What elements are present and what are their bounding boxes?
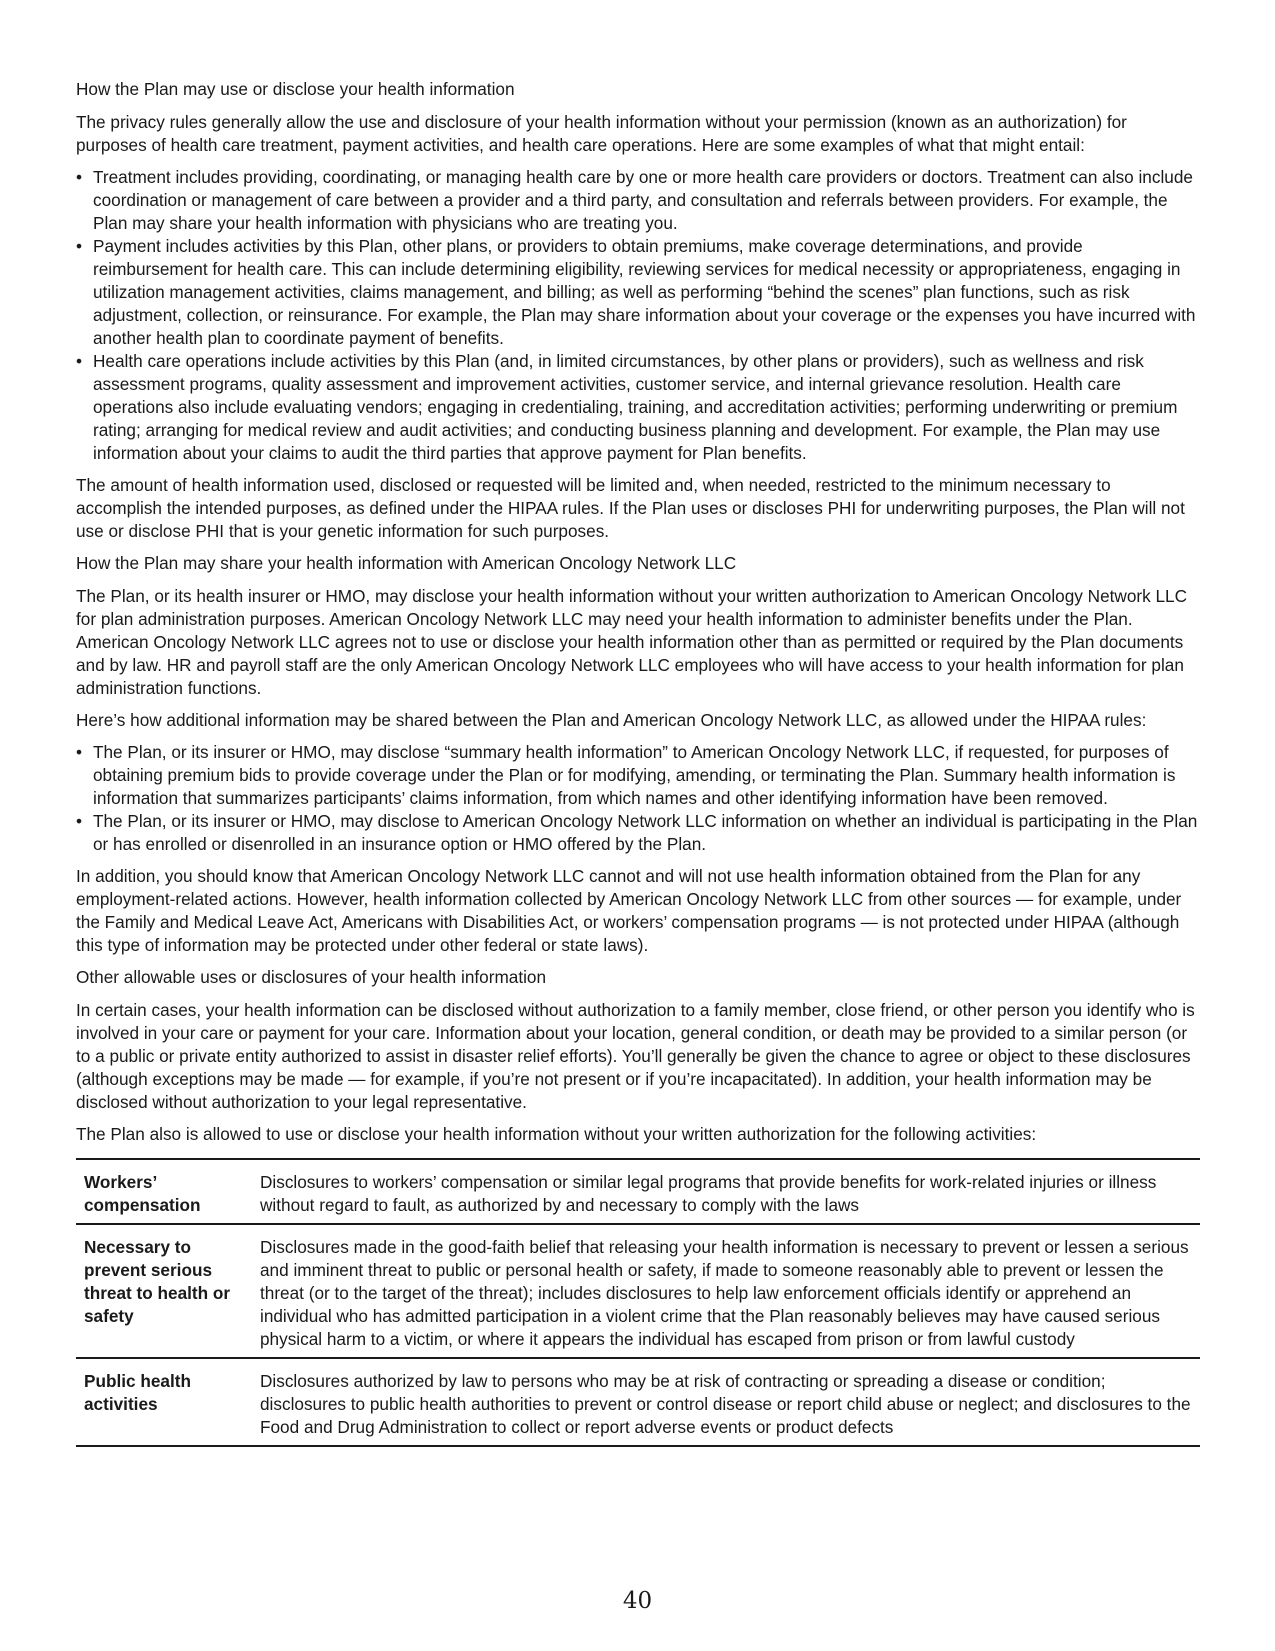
- table-row: [76, 1159, 1200, 1224]
- intro-paragraph: The privacy rules generally allow the use and disclosure of your health information without your permission (known as an authorization) for purposes of health care treatment, payment activities, and health care operations. Here are some examples of what that might entail:: [76, 112, 1127, 155]
- section-heading-other-uses: Other allowable uses or disclosures of your health information: [76, 967, 547, 987]
- table-row: [76, 1224, 1200, 1358]
- activity-term: Public health activities: [76, 1358, 260, 1446]
- use-disclose-bullet-list: [76, 166, 1200, 465]
- table-row: [76, 1358, 1200, 1446]
- bullet-payment: • Payment includes activities by this Plan, other plans, or providers to obtain premiums, make coverage determinations, and provide reimbursement for health care. This can include determining eligibility, reviewing services for medical necessity or appropriateness, engaging in utilization management activities, claims management, and billing; as well as performing “behind the scenes” plan functions, such as risk adjustment, collection, or reinsurance. For example, the Plan may share information about your coverage or the expenses you have incurred with another health plan to coordinate payment of benefits.: [76, 235, 1200, 350]
- share-employer-paragraph-1: The Plan, or its health insurer or HMO, may disclose your health information without your written authorization to American Oncology Network LLC for plan administration purposes. American Oncology Network LLC may need your health information to administer benefits under the Plan. American Oncology Network LLC agrees not to use or disclose your health information other than as permitted or required by the Plan documents and by law. HR and payroll staff are the only American Oncology Network LLC employees who will have access to your health information for plan administration functions.: [76, 586, 1188, 698]
- allowed-activities-table: [76, 1158, 1200, 1447]
- activity-term: Necessary to prevent serious threat to health or safety: [76, 1224, 260, 1358]
- other-uses-paragraph-2: The Plan also is allowed to use or disclose your health information without your written authorization for the following activities:: [76, 1124, 1037, 1144]
- share-employer-paragraph-2: Here’s how additional information may be shared between the Plan and American Oncology Network LLC, as allowed under the HIPAA rules:: [76, 710, 1147, 730]
- activity-description: Disclosures made in the good-faith belief that releasing your health information is necessary to prevent or lessen a serious and imminent threat to public or personal health or safety, if made to someone reasonably able to prevent or lessen the threat (or to the target of the threat); includes disclosures to help law enforcement officials identify or apprehend an individual who has admitted participation in a violent crime that the Plan reasonably believes may have caused serious physical harm to a victim, or where it appears the individual has escaped from prison or from lawful custody: [260, 1224, 1200, 1358]
- bullet-health-care-operations: • Health care operations include activities by this Plan (and, in limited circumstances, by other plans or providers), such as wellness and risk assessment programs, quality assessment and improvement activities, customer service, and internal grievance resolution. Health care operations also include evaluating vendors; engaging in credentialing, training, and accreditation activities; performing underwriting or premium rating; arranging for medical review and audit activities; and conducting business planning and development. For example, the Plan may use information about your claims to audit the third parties that approve payment for Plan benefits.: [76, 350, 1200, 465]
- section-heading-share-employer: How the Plan may share your health information with American Oncology Network LLC: [76, 553, 737, 573]
- document-page: [76, 78, 1200, 1447]
- activity-term: Workers’ compensation: [76, 1159, 260, 1224]
- minimum-necessary-paragraph: The amount of health information used, disclosed or requested will be limited and, when needed, restricted to the minimum necessary to accomplish the intended purposes, as defined under the HIPAA rules. If the Plan uses or discloses PHI for underwriting purposes, the Plan will not use or disclose PHI that is your genetic information for such purposes.: [76, 475, 1185, 541]
- bullet-summary-health-information: • The Plan, or its insurer or HMO, may disclose “summary health information” to American Oncology Network LLC, if requested, for purposes of obtaining premium bids to provide coverage under the Plan or for modifying, amending, or terminating the Plan. Summary health information is information that summarizes participants’ claims information, from which names and other identifying information have been removed.: [76, 741, 1200, 810]
- section-heading-use-disclose: How the Plan may use or disclose your health information: [76, 79, 515, 99]
- activity-description: Disclosures to workers’ compensation or similar legal programs that provide benefits for work-related injuries or illness without regard to fault, as authorized by and necessary to comply with the laws: [260, 1159, 1200, 1224]
- share-employer-paragraph-3: In addition, you should know that American Oncology Network LLC cannot and will not use health information obtained from the Plan for any employment-related actions. However, health information collected by American Oncology Network LLC from other sources — for example, under the Family and Medical Leave Act, Americans with Disabilities Act, or workers’ compensation programs — is not protected under HIPAA (although this type of information may be protected under other federal or state laws).: [76, 866, 1182, 955]
- bullet-treatment: • Treatment includes providing, coordinating, or managing health care by one or more health care providers or doctors. Treatment can also include coordination or management of care between a provider and a third party, and consultation and referrals between providers. For example, the Plan may share your health information with physicians who are treating you.: [76, 166, 1200, 235]
- share-employer-bullet-list: [76, 741, 1200, 856]
- bullet-enrollment-information: • The Plan, or its insurer or HMO, may disclose to American Oncology Network LLC information on whether an individual is participating in the Plan or has enrolled or disenrolled in an insurance option or HMO offered by the Plan.: [76, 810, 1200, 856]
- other-uses-paragraph-1: In certain cases, your health information can be disclosed without authorization to a family member, close friend, or other person you identify who is involved in your care or payment for your care. Information about your location, general condition, or death may be provided to a similar person (or to a public or private entity authorized to assist in disaster relief efforts). You’ll generally be given the chance to agree or object to these disclosures (although exceptions may be made — for example, if you’re not present or if you’re incapacitated). In addition, your health information may be disclosed without authorization to your legal representative.: [76, 1000, 1195, 1112]
- page-number: 40: [622, 1588, 653, 1614]
- activity-description: Disclosures authorized by law to persons who may be at risk of contracting or spreading a disease or condition; disclosures to public health authorities to prevent or control disease or report child abuse or neglect; and disclosures to the Food and Drug Administration to collect or report adverse events or product defects: [260, 1358, 1200, 1446]
